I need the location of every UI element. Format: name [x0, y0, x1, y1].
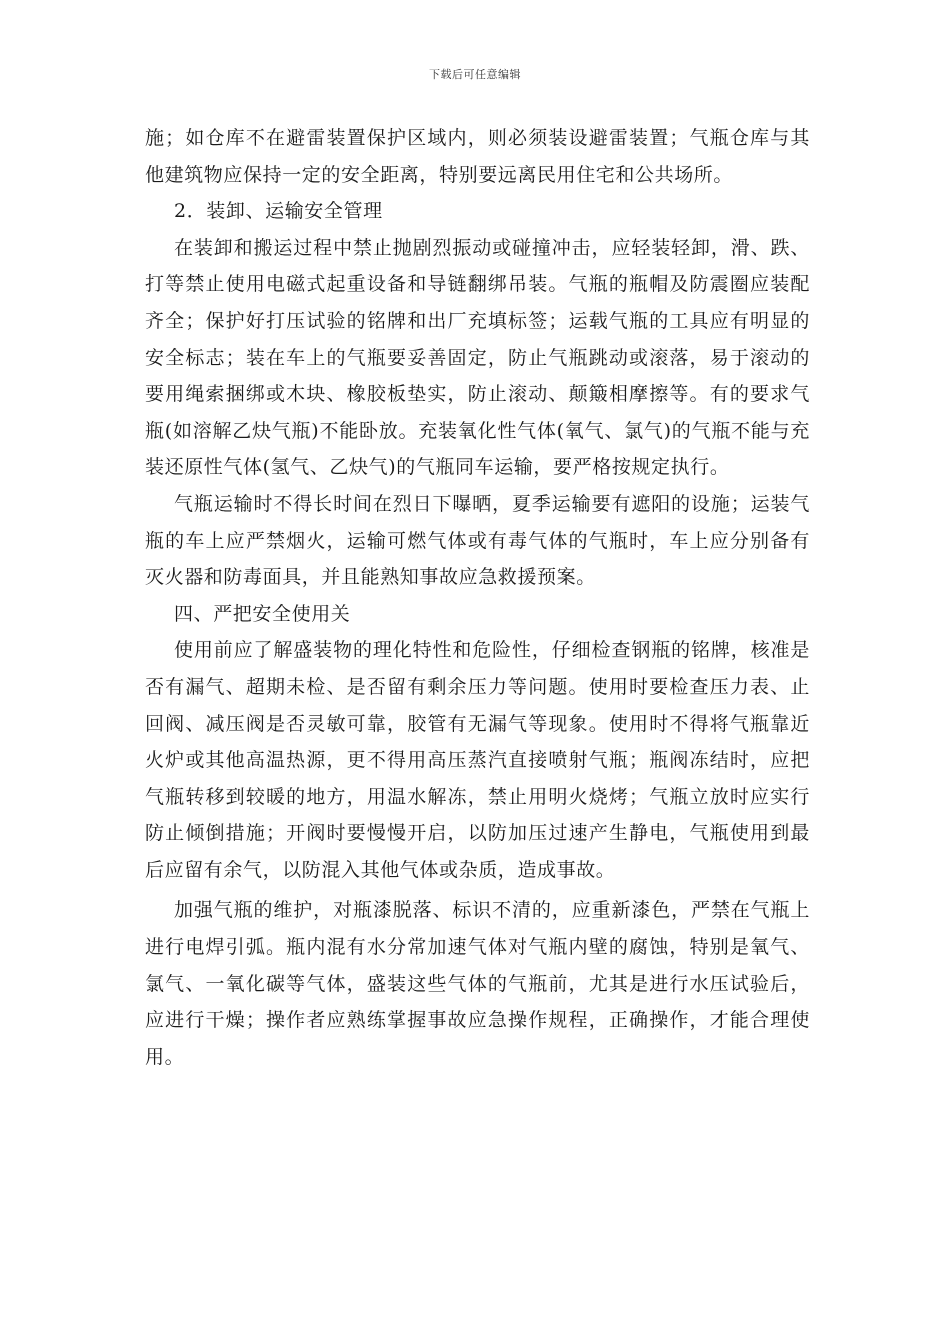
paragraph-maintenance: 加强气瓶的维护，对瓶漆脱落、标识不清的，应重新漆色，严禁在气瓶上进行电焊引弧。瓶内混有水分常加速气体对气瓶内壁的腐蚀，特别是氧气、氯气、一氧化碳等气体，盛装这些气体的气瓶前，尤其是进行水压试验后，应进行干燥；操作者应熟练掌握事故应急操作规程，正确操作，才能合理使用。 — [145, 899, 810, 1068]
header-note: 下载后可任意编辑 — [429, 68, 521, 81]
paragraph-continuation: 施；如仓库不在避雷装置保护区域内，则必须装设避雷装置；气瓶仓库与其他建筑物应保持一定的安全距离，特别要远离民用住宅和公共场所。 — [145, 127, 810, 186]
paragraph-transport-safety: 气瓶运输时不得长时间在烈日下曝晒，夏季运输要有遮阳的设施；运装气瓶的车上应严禁烟火，运输可燃气体或有毒气体的气瓶时，车上应分别备有灭火器和防毒面具，并且能熟知事故应急救援预案。 — [145, 492, 810, 589]
paragraph-loading-handling: 在装卸和搬运过程中禁止抛剧烈振动或碰撞冲击，应轻装轻卸，滑、跌、打等禁止使用电磁式起重设备和导链翻绑吊装。气瓶的瓶帽及防震圈应装配齐全；保护好打压试验的铭牌和出厂充填标签；运载气瓶的工具应有明显的安全标志；装在车上的气瓶要妥善固定，防止气瓶跳动或滚落，易于滚动的要用绳索捆绑或木块、橡胶板垫实，防止滚动、颠簸相摩擦等。有的要求气瓶(如溶解乙炔气瓶)不能卧放。充装氧化性气体(氧气、氯气)的气瓶不能与充装还原性气体(氢气、乙炔气)的气瓶同车运输，要严格按规定执行。 — [145, 236, 810, 479]
paragraph-usage-checks: 使用前应了解盛装物的理化特性和危险性，仔细检查钢瓶的铭牌，核准是否有漏气、超期未检、是否留有剩余压力等问题。使用时要检查压力表、止回阀、减压阀是否灵敏可靠，胶管有无漏气等现象。使用时不得将气瓶靠近火炉或其他高温热源，更不得用高压蒸汽直接喷射气瓶；瓶阀冻结时，应把气瓶转移到较暖的地方，用温水解冻，禁止用明火烧烤；气瓶立放时应实行防止倾倒措施；开阀时要慢慢开启，以防加压过速产生静电，气瓶使用到最后应留有余气，以防混入其他气体或杂质，造成事故。 — [145, 639, 810, 881]
section-heading-loading-transport: 2．装卸、运输安全管理 — [174, 200, 383, 223]
section-heading-safe-use: 四、严把安全使用关 — [174, 602, 351, 625]
document-body — [145, 120, 810, 1075]
